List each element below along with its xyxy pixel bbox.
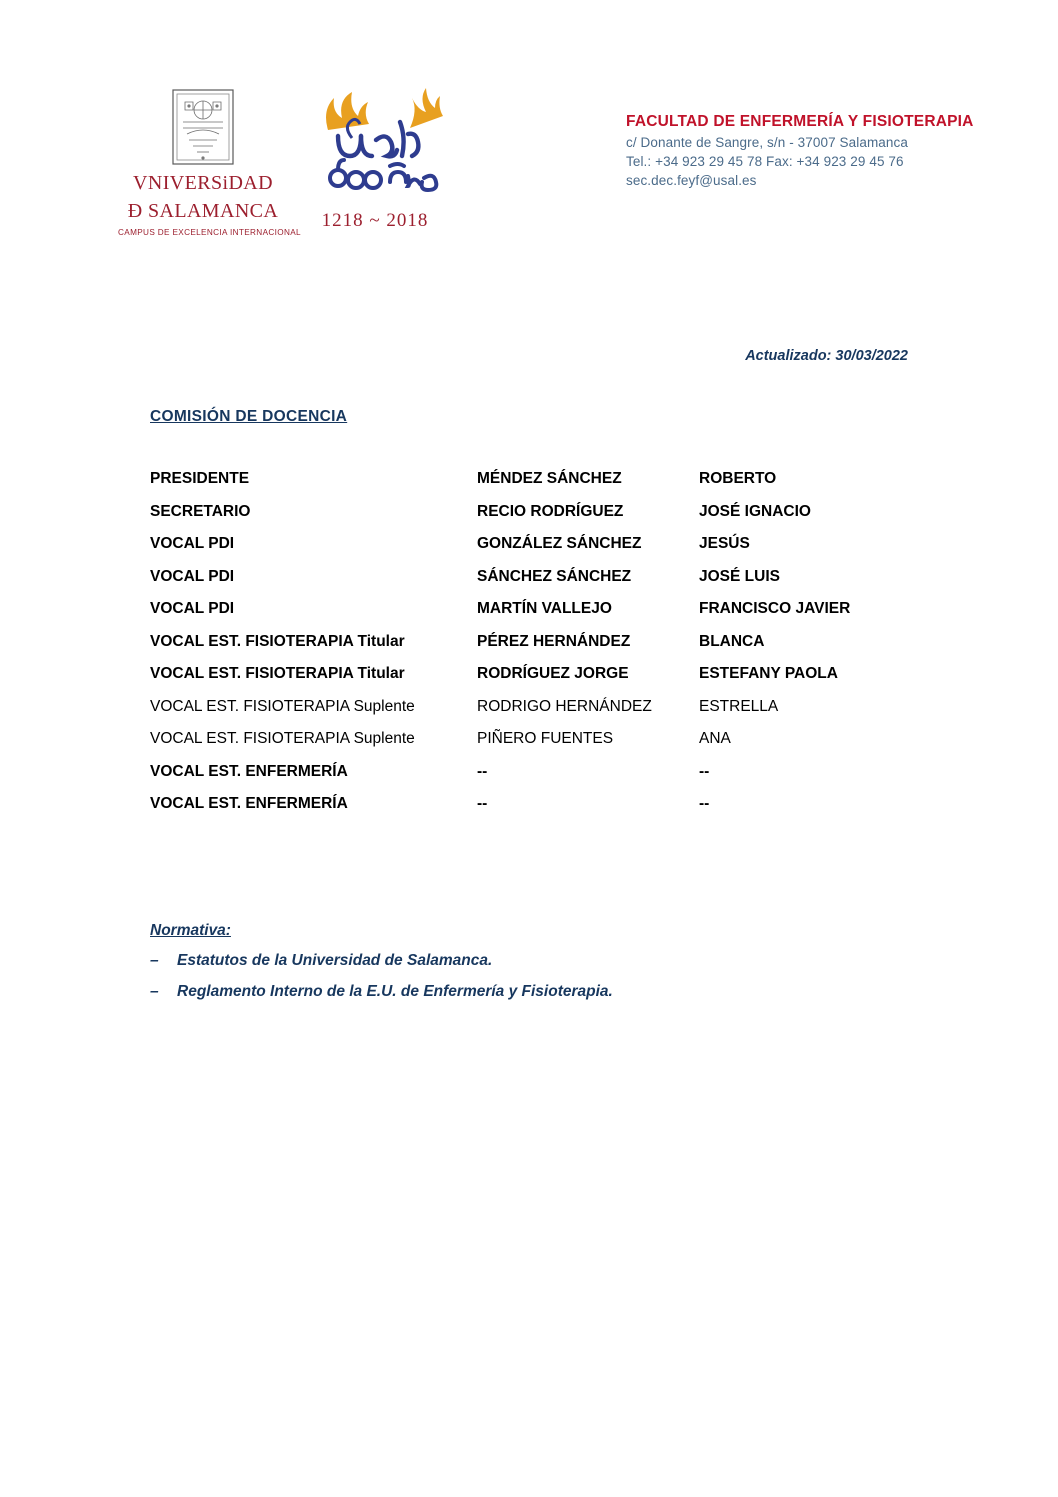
normativa-heading bbox=[150, 922, 231, 940]
table-row bbox=[150, 665, 950, 698]
table-row bbox=[150, 503, 950, 536]
usal-crest-icon bbox=[171, 88, 235, 166]
dash-bullet-icon: – bbox=[150, 952, 159, 969]
member-given-name: JESÚS bbox=[699, 535, 750, 552]
normativa-heading-label: Normativa: bbox=[150, 922, 231, 939]
member-given-name: -- bbox=[699, 795, 710, 812]
university-name-line2: Ð SALAMANCA bbox=[127, 200, 279, 223]
member-role: VOCAL EST. FISIOTERAPIA Titular bbox=[150, 632, 405, 650]
member-surname: RECIO RODRÍGUEZ bbox=[477, 502, 624, 520]
member-given-name: ROBERTO bbox=[699, 470, 777, 487]
updated-date: Actualizado: 30/03/2022 bbox=[745, 348, 908, 364]
table-row bbox=[150, 633, 950, 666]
anniversary-years: 1218 ~ 2018 bbox=[321, 210, 429, 231]
member-given-name: JOSÉ LUIS bbox=[699, 567, 780, 585]
faculty-email: sec.dec.feyf@usal.es bbox=[626, 173, 757, 188]
table-row bbox=[150, 470, 950, 503]
document-header bbox=[0, 0, 1058, 250]
list-item-label: Reglamento Interno de la E.U. de Enfermería y Fisioterapia. bbox=[177, 983, 613, 1000]
member-given-name: JOSÉ IGNACIO bbox=[699, 502, 811, 520]
table-row bbox=[150, 698, 950, 731]
member-role: VOCAL EST. FISIOTERAPIA Suplente bbox=[150, 697, 415, 715]
member-given-name: ESTEFANY PAOLA bbox=[699, 665, 838, 682]
member-given-name: BLANCA bbox=[699, 632, 765, 650]
faculty-title: FACULTAD DE ENFERMERÍA Y FISIOTERAPIA bbox=[626, 113, 974, 130]
table-row bbox=[150, 795, 950, 828]
member-given-name: FRANCISCO JAVIER bbox=[699, 600, 851, 617]
member-role: VOCAL EST. ENFERMERÍA bbox=[150, 762, 348, 780]
member-surname: GONZÁLEZ SÁNCHEZ bbox=[477, 535, 642, 552]
member-role: SECRETARIO bbox=[150, 502, 251, 520]
table-row bbox=[150, 535, 950, 568]
member-surname: SÁNCHEZ SÁNCHEZ bbox=[477, 567, 632, 585]
faculty-contact-block bbox=[626, 113, 1026, 188]
member-surname: -- bbox=[477, 762, 488, 780]
usal-800-years-logo-icon bbox=[300, 78, 450, 238]
table-row bbox=[150, 600, 950, 633]
dash-bullet-icon: – bbox=[150, 983, 159, 1000]
member-surname: -- bbox=[477, 795, 488, 812]
university-logo-block bbox=[118, 88, 301, 237]
member-given-name: ESTRELLA bbox=[699, 697, 779, 715]
list-item bbox=[150, 952, 910, 983]
committee-members-table bbox=[150, 470, 950, 828]
list-item bbox=[150, 983, 910, 1014]
member-surname: RODRÍGUEZ JORGE bbox=[477, 665, 629, 682]
member-surname: MARTÍN VALLEJO bbox=[477, 600, 612, 617]
member-surname: RODRIGO HERNÁNDEZ bbox=[477, 697, 652, 715]
page-title: COMISIÓN DE DOCENCIA bbox=[150, 408, 348, 425]
table-row bbox=[150, 763, 950, 796]
member-role: VOCAL PDI bbox=[150, 600, 235, 617]
member-role: VOCAL EST. ENFERMERÍA bbox=[150, 795, 348, 812]
member-surname: PÉREZ HERNÁNDEZ bbox=[477, 632, 631, 650]
member-role: PRESIDENTE bbox=[150, 470, 250, 487]
faculty-phone: Tel.: +34 923 29 45 78 Fax: +34 923 29 45 76 bbox=[626, 154, 904, 169]
member-surname: MÉNDEZ SÁNCHEZ bbox=[477, 470, 622, 487]
table-row bbox=[150, 730, 950, 763]
member-role: VOCAL PDI bbox=[150, 535, 235, 552]
university-subtitle: CAMPUS DE EXCELENCIA INTERNACIONAL bbox=[118, 227, 301, 237]
faculty-address: c/ Donante de Sangre, s/n - 37007 Salamanca bbox=[626, 135, 908, 150]
member-role: VOCAL EST. FISIOTERAPIA Titular bbox=[150, 665, 405, 682]
member-role: VOCAL PDI bbox=[150, 567, 235, 585]
member-given-name: -- bbox=[699, 762, 710, 780]
normativa-list bbox=[150, 952, 910, 1014]
member-given-name: ANA bbox=[699, 730, 731, 747]
list-item-label: Estatutos de la Universidad de Salamanca. bbox=[177, 952, 493, 969]
member-surname: PIÑERO FUENTES bbox=[477, 730, 614, 747]
table-row bbox=[150, 568, 950, 601]
university-name-line1: VNIVERSiDAD bbox=[133, 172, 273, 194]
member-role: VOCAL EST. FISIOTERAPIA Suplente bbox=[150, 730, 415, 747]
